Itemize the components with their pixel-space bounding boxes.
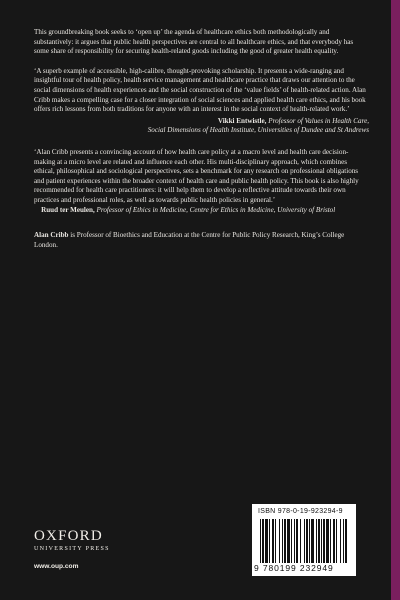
- barcode-digits: 9 780199 232949: [254, 563, 334, 573]
- quote-ter-meulen: ‘Alan Cribb presents a convincing account of how health care policy at a macro level and health care decision-making at a micro level are related and influence each other. His multi-disciplinary approach, which combines ethical, philosophical and sociological perspectives, sets a benchmark for any research on professional obligations and patient experiences within the broader context of health care and public health policy. This book is also highly recommended for health care practitioners: it will help them to develop a reflective attitude towards their own practices and professional roles, as well as towards public health policies in general.’: [34, 147, 359, 204]
- barcode-bar: [309, 519, 310, 563]
- barcode-bar: [326, 519, 329, 563]
- barcode-bar: [330, 519, 331, 563]
- barcode-bar: [284, 519, 286, 563]
- quote-author-role: Professor of Values in Health Care,: [268, 116, 369, 125]
- barcode-bar: [282, 519, 283, 563]
- publisher-logo-subname: UNIVERSITY PRESS: [34, 546, 110, 552]
- barcode-bar: [294, 519, 295, 563]
- barcode-icon: [260, 519, 348, 563]
- barcode-bar: [269, 519, 270, 563]
- barcode-bar: [323, 519, 325, 563]
- barcode-bar: [306, 519, 308, 563]
- barcode-bar: [304, 519, 305, 563]
- barcode-bar: [279, 519, 280, 563]
- attribution-ter-meulen: [34, 206, 369, 216]
- barcode-bar: [340, 519, 341, 563]
- barcode-bar: [272, 519, 274, 563]
- barcode-bar: [318, 519, 320, 563]
- barcode-bar: [343, 519, 344, 563]
- barcode-bar: [262, 519, 264, 563]
- barcode-bar: [336, 519, 337, 563]
- barcode-bar: [291, 519, 292, 563]
- quote-entwistle: ‘A superb example of accessible, high-calibre, thought-provoking scholarship. It presents a wide-ranging and insightful tour of health policy, health service management and healthcare practice that draws our attention to the social dimensions of health experiences and the social construction of the ‘value fields’ of health-related action. Alan Cribb makes a compelling case for a closer integration of social sciences and applied health care ethics, and his book offers rich lessons from both traditions for anyone with an interest in the social context of health-related work.’: [34, 66, 366, 114]
- barcode-bar: [265, 519, 268, 563]
- author-bio-name: Alan Cribb: [34, 231, 69, 240]
- author-bio-text: is Professor of Bioethics and Education at the Centre for Public Policy Research, King’s College London.: [34, 231, 345, 249]
- quote-author-role: Professor of Ethics in Medicine, Centre for Ethics in Medicine, University of Bristol: [96, 205, 336, 214]
- spine-accent-strip: [391, 0, 400, 600]
- attribution-entwistle: [34, 117, 369, 136]
- barcode-bar: [260, 519, 261, 563]
- barcode-bar: [275, 519, 276, 563]
- barcode-bar: [311, 519, 314, 563]
- barcode-bar: [345, 519, 347, 563]
- blurb: This groundbreaking book seeks to ‘open up’ the agenda of healthcare ethics both methodologically and substantively: it argues that public health perspectives are central to all healthcare ethics, and that everybody has some share of responsibility for securing health-related goods including the good of greater health equality.: [34, 28, 354, 56]
- quote-author-name: Ruud ter Meulen,: [41, 205, 95, 214]
- isbn-label: ISBN 978-0-19-923294-9: [258, 508, 343, 515]
- barcode-bar: [287, 519, 290, 563]
- barcode-bar: [333, 519, 335, 563]
- barcode-bar: [300, 519, 301, 563]
- barcode-bar: [316, 519, 317, 563]
- publisher-website: www.oup.com: [34, 563, 79, 570]
- publisher-logo-oxford: OXFORD: [34, 528, 103, 544]
- quote-author-name: Vikki Entwistle,: [217, 116, 267, 125]
- barcode-panel: [252, 504, 356, 576]
- publisher-block: [34, 528, 154, 570]
- back-cover-text: [34, 28, 369, 250]
- barcode-bar: [321, 519, 322, 563]
- quote-author-affiliation: Social Dimensions of Health Institute, Universities of Dundee and St Andrews: [147, 126, 369, 135]
- barcode-bar: [296, 519, 298, 563]
- author-bio: [34, 231, 369, 250]
